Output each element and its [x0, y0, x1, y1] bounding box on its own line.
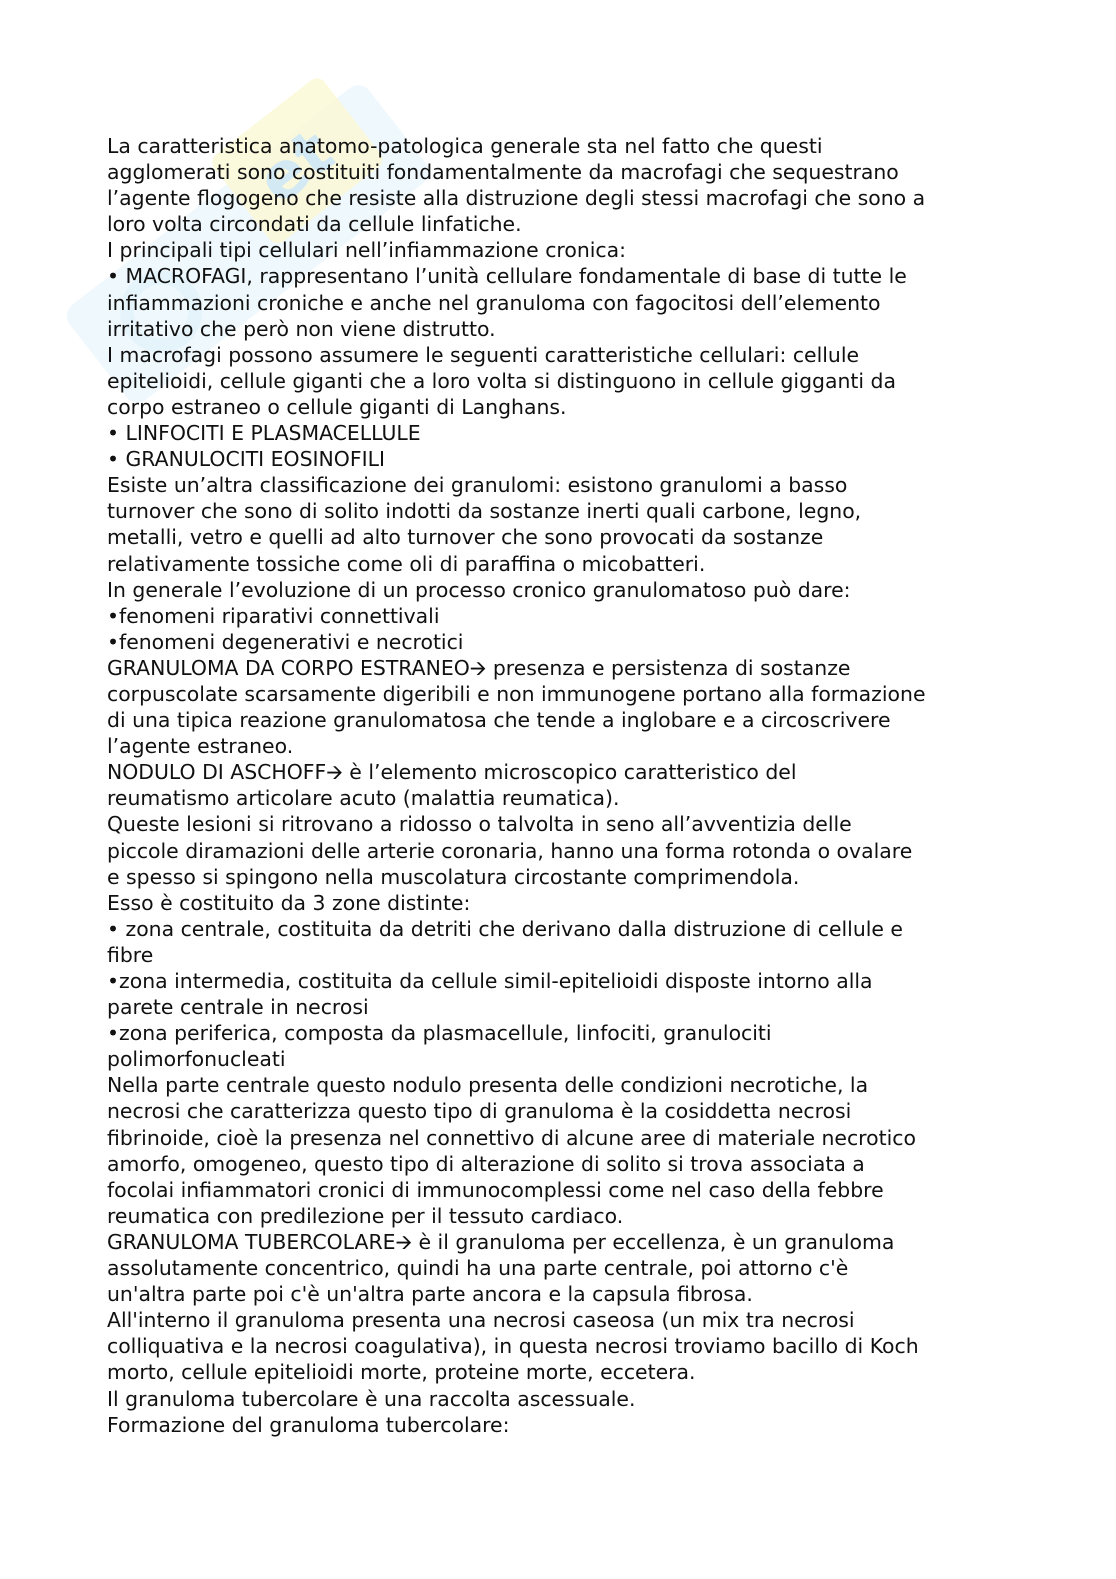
text-line: • LINFOCITI E PLASMACELLULE	[107, 421, 421, 446]
text-line: •zona intermedia, costituita da cellule simil-epitelioidi disposte intorno alla	[107, 969, 873, 993]
text-line: reumatica con predilezione per il tessuto cardiaco.	[107, 1203, 624, 1228]
text-line: Esso è costituito da 3 zone distinte:	[107, 890, 471, 915]
text-line: Il granuloma tubercolare è una raccolta ascessuale.	[107, 1386, 636, 1411]
text-line: In generale l’evoluzione di un processo cronico granulomatoso può dare:	[107, 577, 851, 602]
text-line: di una tipica reazione granulomatosa che tende a inglobare e a circoscrivere	[107, 708, 891, 733]
text-line: e spesso si spingono nella muscolatura circostante comprimendola.	[107, 864, 800, 889]
text-line: loro volta circondati da cellule linfatiche.	[107, 212, 522, 237]
text-line: GRANULOMA DA CORPO ESTRANEO🡪 presenza e persistenza di sostanze	[107, 655, 851, 680]
text-line: corpo estraneo o cellule giganti di Langhans.	[107, 394, 567, 419]
text-line: amorfo, omogeneo, questo tipo di alterazione di solito si trova associata a	[107, 1151, 865, 1176]
text-line: La caratteristica anatomo-patologica generale sta nel fatto che questi	[107, 134, 823, 158]
text-line: fibre	[107, 942, 154, 967]
text-line: agglomerati sono costituiti fondamentalmente da macrofagi che sequestrano	[107, 160, 899, 185]
text-line: I principali tipi cellulari nell’infiammazione cronica:	[107, 238, 626, 263]
text-line: • GRANULOCITI EOSINOFILI	[107, 447, 385, 472]
text-line: parete centrale in necrosi	[107, 995, 369, 1020]
text-line: GRANULOMA TUBERCOLARE🡪 è il granuloma per eccellenza, è un granuloma	[107, 1229, 895, 1254]
text-line: relativamente tossiche come oli di paraffina o micobatteri.	[107, 551, 706, 576]
text-line: colliquativa e la necrosi coagulativa), in questa necrosi troviamo bacillo di Koch	[107, 1334, 919, 1359]
text-line: NODULO DI ASCHOFF🡪 è l’elemento microscopico caratteristico del	[107, 760, 797, 785]
text-line: All'interno il granuloma presenta una necrosi caseosa (un mix tra necrosi	[107, 1308, 855, 1333]
text-line: fibrinoide, cioè la presenza nel connettivo di alcune aree di materiale necrotico	[107, 1125, 916, 1150]
text-line: •fenomeni riparativi connettivali	[107, 603, 440, 628]
text-line: polimorfonucleati	[107, 1047, 286, 1072]
text-line: • MACROFAGI, rappresentano l’unità cellulare fondamentale di base di tutte le	[107, 264, 907, 289]
text-line: Queste lesioni si ritrovano a ridosso o talvolta in seno all’avventizia delle	[107, 812, 852, 837]
text-line: morto, cellule epitelioidi morte, proteine morte, eccetera.	[107, 1360, 696, 1385]
text-line: piccole diramazioni delle arterie coronaria, hanno una forma rotonda o ovalare	[107, 838, 913, 863]
text-line: Esiste un’altra classificazione dei granulomi: esistono granulomi a basso	[107, 473, 848, 498]
text-line: focolai infiammatori cronici di immunocomplessi come nel caso della febbre	[107, 1177, 884, 1202]
text-line: •zona periferica, composta da plasmacellule, linfociti, granulociti	[107, 1021, 772, 1046]
text-line: irritativo che però non viene distrutto.	[107, 316, 496, 341]
text-line: necrosi che caratterizza questo tipo di granuloma è la cosiddetta necrosi	[107, 1099, 852, 1124]
text-line: assolutamente concentrico, quindi ha una parte centrale, poi attorno c'è	[107, 1256, 849, 1281]
text-line: l’agente flogogeno che resiste alla distruzione degli stessi macrofagi che sono a	[107, 186, 926, 211]
text-line: • zona centrale, costituita da detriti che derivano dalla distruzione di cellule e	[107, 916, 903, 941]
text-line: Formazione del granuloma tubercolare:	[107, 1412, 510, 1437]
text-line: turnover che sono di solito indotti da sostanze inerti quali carbone, legno,	[107, 499, 862, 524]
text-line: metalli, vetro e quelli ad alto turnover che sono provocati da sostanze	[107, 525, 824, 550]
text-line: un'altra parte poi c'è un'altra parte ancora e la capsula fibrosa.	[107, 1282, 753, 1307]
watermark-text: et	[243, 115, 348, 220]
text-line: l’agente estraneo.	[107, 734, 294, 759]
text-line: epitelioidi, cellule giganti che a loro volta si distinguono in cellule gigganti da	[107, 368, 896, 393]
text-line: infiammazioni croniche e anche nel granuloma con fagocitosi dell’elemento	[107, 290, 881, 315]
text-line: Nella parte centrale questo nodulo presenta delle condizioni necrotiche, la	[107, 1073, 869, 1098]
text-line: •fenomeni degenerativi e necrotici	[107, 629, 464, 654]
document-body	[107, 133, 1027, 1438]
text-line: reumatismo articolare acuto (malattia reumatica).	[107, 786, 620, 811]
text-line: I macrofagi possono assumere le seguenti caratteristiche cellulari: cellule	[107, 342, 860, 367]
text-line: corpuscolate scarsamente digeribili e non immunogene portano alla formazione	[107, 681, 926, 706]
